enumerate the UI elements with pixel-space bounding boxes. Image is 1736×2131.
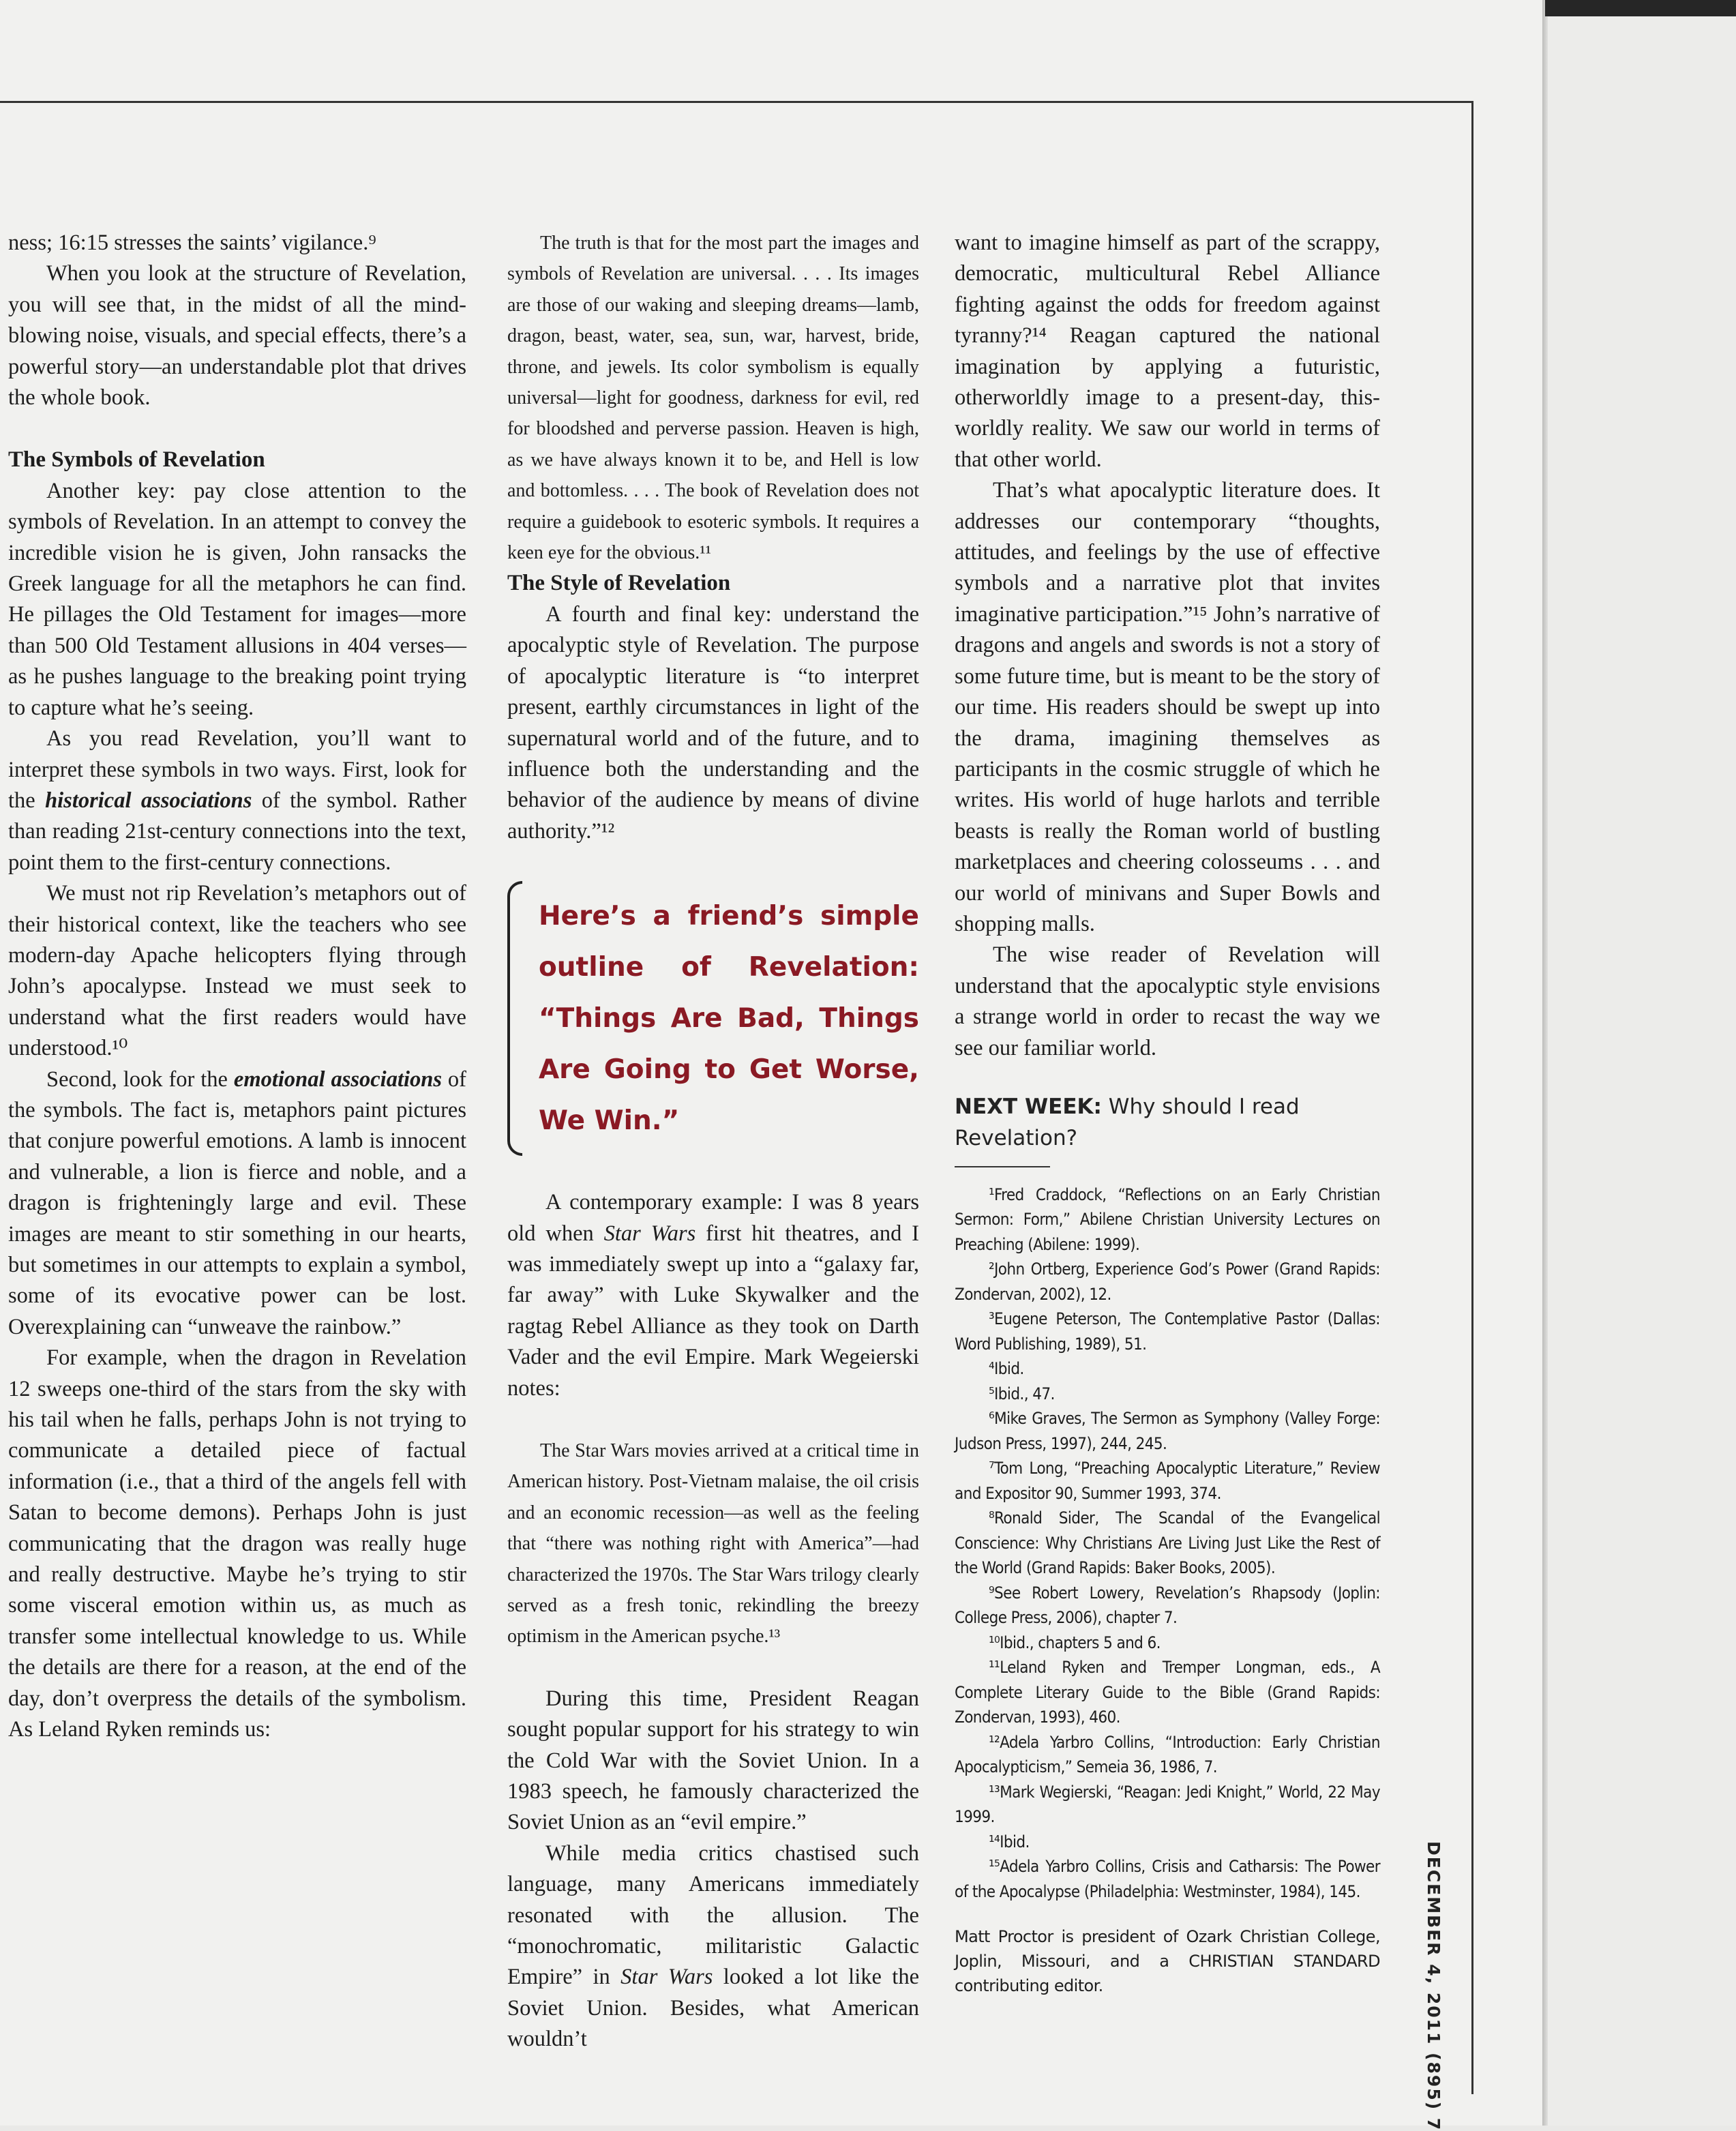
block-quote (507, 1435, 919, 1652)
section-heading: The Style of Revelation (507, 571, 731, 596)
section-heading: The Symbols of Revelation (8, 447, 265, 473)
footnote: ¹Fred Craddock, “Reflections on an Early Christian Sermon: Form,” Abilene Christian University Lectures on Preaching (Abilene: 1999). (955, 1184, 1380, 1254)
footnote: ⁵Ibid., 47. (989, 1384, 1055, 1403)
quote-text: The truth is that for the most part the images and symbols of Revelation are universal. . . . Its images are those of our waking and sleeping dreams—lamb, dragon, beast, water, sea, sun, war, harvest, bride, throne, and jewels. Its color symbolism is equally universal—light for goodness, darkness for evil, red for bloodshed and perverse passion. Heaven is high, as we have always known it to be, and Hell is low and bottomless. . . . The book of Revelation does not require a guidebook to esoteric symbols. It requires a keen eye for the obvious.¹¹ (507, 233, 919, 564)
footnote: ¹³Mark Wegierski, “Reagan: Jedi Knight,” World, 22 May 1999. (955, 1782, 1380, 1827)
next-week-teaser (955, 1091, 1380, 1154)
paragraph: During this time, President Reagan sought popular support for his strategy to win the Cold War with the Soviet Union. In a 1983 speech, he famously characterized the Soviet Union as an “evil empire.” (507, 1686, 919, 1835)
pull-quote (507, 881, 919, 1156)
emphasis: Star Wars (603, 1221, 696, 1246)
footnote: ¹⁴Ibid. (989, 1832, 1030, 1851)
column-1 (8, 228, 466, 1746)
paragraph: When you look at the structure of Revelation, you will see that, in the midst of all the mind-blowing noise, visuals, and special effects, there’s a powerful story—an understandable plot that drives the whole book. (8, 261, 466, 411)
paragraph: Second, look for the emotional associations of the symbols. The fact is, metaphors paint pictures that conjure powerful emotions. A lamb is innocent and vulnerable, a lion is fierce and noble, and a dragon is frighteningly large and evil. These images are meant to stir something in our hearts, but sometimes in our attempts to explain a symbol, some of its evocative power can be lost. Overexplaining can “unweave the rainbow.” (8, 1067, 467, 1339)
footnote: ¹¹Leland Ryken and Tremper Longman, eds., A Complete Literary Guide to the Bible (Grand Rapids: Zondervan, 1993), 460. (955, 1658, 1380, 1727)
footnote: ¹²Adela Yarbro Collins, “Introduction: Early Christian Apocalypticism,” Semeia 36, 1986, 7. (955, 1732, 1380, 1777)
emphasis: historical associations (45, 788, 252, 813)
paragraph: That’s what apocalyptic literature does. It addresses our contemporary “thoughts, attitudes, and feelings by the use of effective symbols and a narrative plot that invites imaginative participation.”¹⁵ John’s narrative of dragons and angels and swords is not a story of some future time, but is meant to be the story of our time. His readers should be swept up into the drama, imagining themselves as participants in the cosmic struggle of which he writes. His world of huge harlots and terrible beasts is really the Roman world of bustling marketplaces and cheering colosseums . . . and our world of minivans and Super Bowls and shopping malls. (955, 478, 1380, 936)
pull-quote-bracket (507, 881, 522, 1156)
column-3 (955, 228, 1380, 1998)
paragraph: We must not rip Revelation’s metaphors out of their historical context, like the teachers who see modern-day Apache helicopters flying through John’s apocalypse. Instead we must seek to understand what the first readers would have understood.¹⁰ (8, 881, 466, 1061)
footnote: ⁹See Robert Lowery, Revelation’s Rhapsody (Joplin: College Press, 2006), chapter 7. (955, 1583, 1380, 1628)
paragraph: As you read Revelation, you’ll want to interpret these symbols in two ways. First, look for the historical associations of the symbol. Rather than reading 21st-century connections into the text, point them to the first-century connections. (8, 726, 466, 875)
next-week-label: NEXT WEEK: (955, 1094, 1102, 1119)
next-week-text: Why should I read Revelation? (955, 1094, 1300, 1150)
footnote: ⁷Tom Long, “Preaching Apocalyptic Literature,” Review and Expositor 90, Summer 1993, 374. (955, 1459, 1380, 1503)
footnote: ²John Ortberg, Experience God’s Power (Grand Rapids: Zondervan, 2002), 12. (955, 1260, 1380, 1304)
emphasis: Star Wars (620, 1965, 713, 1990)
block-quote (507, 228, 919, 568)
footnote-divider (955, 1166, 1050, 1167)
paragraph: want to imagine himself as part of the scrappy, democratic, multicultural Rebel Alliance fighting against the odds for freedom against tyranny?¹⁴ Reagan captured the national imagination by applying a futuristic, otherworldly image to a present-day, this-worldly reality. We saw our world in terms of that other world. (955, 230, 1380, 472)
footnote: ¹⁵Adela Yarbro Collins, Crisis and Catharsis: The Power of the Apocalypse (Philadelphia: Westminster, 1984), 145. (955, 1857, 1380, 1901)
quote-text: The Star Wars movies arrived at a critical time in American history. Post-Vietnam malaise, the oil crisis and an economic recession—as well as the feeling that “there was nothing right with America”—had characterized the 1970s. The Star Wars trilogy clearly served as a fresh tonic, rekindling the breezy optimism in the American psyche.¹³ (507, 1440, 919, 1648)
page-folio: DECEMBER 4, 2011 (895) 7 (1424, 1841, 1443, 2131)
footnote: ¹⁰Ibid., chapters 5 and 6. (989, 1633, 1161, 1652)
pull-quote-text: Here’s a friend’s simple outline of Revelation: “Things Are Bad, Things Are Going to Get Worse, We Win.” (539, 901, 919, 1137)
footnote: ⁸Ronald Sider, The Scandal of the Evangelical Conscience: Why Christians Are Living Just Like the Rest of the World (Grand Rapids: Baker Books, 2005). (955, 1508, 1380, 1578)
paragraph: The wise reader of Revelation will understand that the apocalyptic style envisions a strange world in order to recast the way we see our familiar world. (955, 942, 1380, 1060)
paragraph: ness; 16:15 stresses the saints’ vigilance.⁹ (8, 230, 376, 255)
paragraph: For example, when the dragon in Revelation 12 sweeps one-third of the stars from the sky with his tail when he falls, perhaps John is not trying to communicate a detailed piece of factual information (i.e., that a third of the angels fell with Satan to become demons). Perhaps John is just communicating that the dragon was really huge and really destructive. Maybe he’s trying to stir some visceral emotion within us, as much as transfer some intellectual knowledge to us. While the details are there for a reason, at the end of the day, don’t overpress the details of the symbolism. As Leland Ryken reminds us: (8, 1345, 466, 1742)
footnote: ³Eugene Peterson, The Contemplative Pastor (Dallas: Word Publishing, 1989), 51. (955, 1309, 1380, 1354)
adjacent-page-edge (1542, 0, 1736, 2126)
footnote: ⁶Mike Graves, The Sermon as Symphony (Valley Forge: Judson Press, 1997), 244, 245. (955, 1409, 1380, 1453)
paragraph: A contemporary example: I was 8 years old when Star Wars first hit theatres, and I was immediately swept up into a “galaxy far, far away” with Luke Skywalker and the ragtag Rebel Alliance as they took on Darth Vader and the evil Empire. Mark Wegeierski notes: (507, 1190, 919, 1401)
paragraph: While media critics chastised such language, many Americans immediately resonated with the allusion. The “monochromatic, militaristic Galactic Empire” in Star Wars looked a lot like the Soviet Union. Besides, what American wouldn’t (507, 1841, 920, 2052)
footnote: ⁴Ibid. (989, 1359, 1024, 1379)
author-bio: Matt Proctor is president of Ozark Christian College, Joplin, Missouri, and a CHRISTIAN STANDARD contributing editor. (955, 1927, 1380, 1996)
emphasis: emotional associations (233, 1067, 442, 1092)
paragraph: A fourth and final key: understand the apocalyptic style of Revelation. The purpose of apocalyptic literature is “to interpret present, earthly circumstances in light of the supernatural world and of the future, and to influence both the understanding and the behavior of the audience by means of divine authority.”¹² (507, 601, 919, 844)
footnotes (955, 1182, 1380, 1905)
column-2 (507, 228, 919, 2055)
paragraph: Another key: pay close attention to the symbols of Revelation. In an attempt to convey the incredible vision he is given, John ransacks the Greek language for all the metaphors he can find. He pillages the Old Testament for images—more than 500 Old Testament allusions in 404 verses—as he pushes language to the breaking point trying to capture what he’s seeing. (8, 478, 466, 720)
